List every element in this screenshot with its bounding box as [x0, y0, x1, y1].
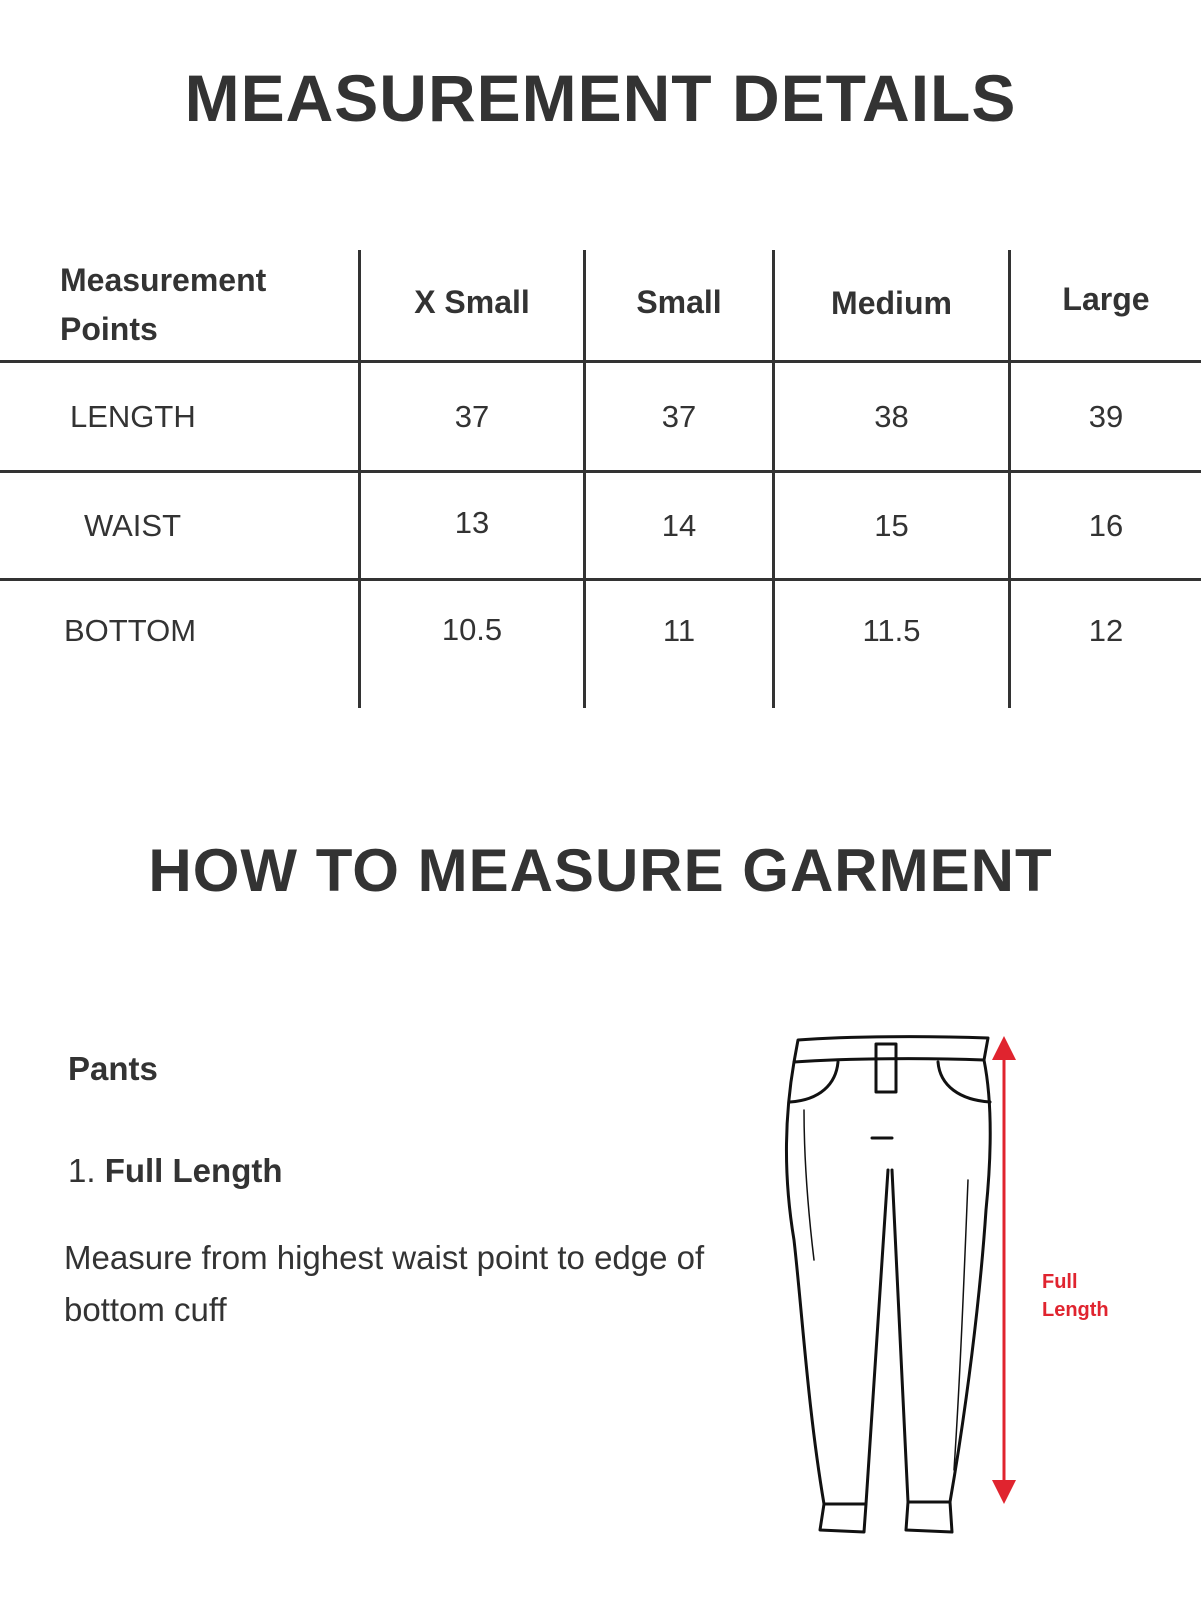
left-inner-seam: [866, 1170, 888, 1504]
row-label-length: LENGTH: [70, 398, 196, 434]
table-cell: 14: [661, 507, 697, 543]
header-size-x-small: X Small: [414, 283, 530, 320]
right-cuff: [906, 1502, 952, 1532]
table-cell: 15: [874, 507, 909, 543]
garment-label: Pants: [68, 1050, 158, 1087]
header-size-medium: Medium: [831, 284, 952, 321]
full-length-arrow: [992, 1036, 1016, 1504]
header-size-large: Large: [1062, 280, 1150, 317]
step-name: Full Length: [104, 1152, 283, 1189]
header-size-small: Small: [636, 283, 722, 320]
right-pocket: [938, 1062, 990, 1102]
table-cell: 11.5: [862, 613, 921, 648]
header-line: Points: [60, 311, 158, 347]
full-length-label-line: Length: [1042, 1299, 1109, 1321]
fly-tab: [876, 1044, 896, 1092]
full-length-label: [1042, 1268, 1109, 1324]
table-cell: 16: [1088, 507, 1124, 543]
header-line: Measurement: [60, 262, 267, 298]
table-cell: 13: [454, 505, 490, 540]
table-cell: 10.5: [441, 612, 503, 647]
pants-diagram: [780, 1030, 1180, 1550]
page-title: MEASUREMENT DETAILS: [184, 61, 1017, 135]
row-label-waist: WAIST: [84, 507, 182, 543]
header-measurement-points: [60, 256, 340, 354]
table-cell: 11: [662, 613, 696, 648]
step-number: 1.: [68, 1152, 96, 1189]
table-cell: 12: [1088, 613, 1124, 648]
row-label-bottom: BOTTOM: [64, 613, 197, 648]
left-pocket: [790, 1062, 838, 1102]
table-cell: 37: [454, 398, 490, 434]
left-leg-crease: [804, 1110, 814, 1260]
step-heading: [68, 1152, 283, 1190]
table-cell: 37: [661, 398, 697, 434]
table-cell: 39: [1088, 398, 1124, 434]
waistband-outline: [794, 1037, 988, 1062]
left-cuff: [820, 1504, 866, 1532]
step-description: Measure from highest waist point to edge of bottom cuff: [64, 1239, 705, 1328]
section-title-how-to-measure: HOW TO MEASURE GARMENT: [148, 837, 1053, 904]
table-cell: 38: [874, 398, 909, 434]
full-length-label-line: Full: [1042, 1271, 1078, 1293]
right-inner-seam: [892, 1170, 908, 1502]
size-chart-table: [0, 250, 1201, 710]
left-outer-seam: [787, 1062, 825, 1504]
